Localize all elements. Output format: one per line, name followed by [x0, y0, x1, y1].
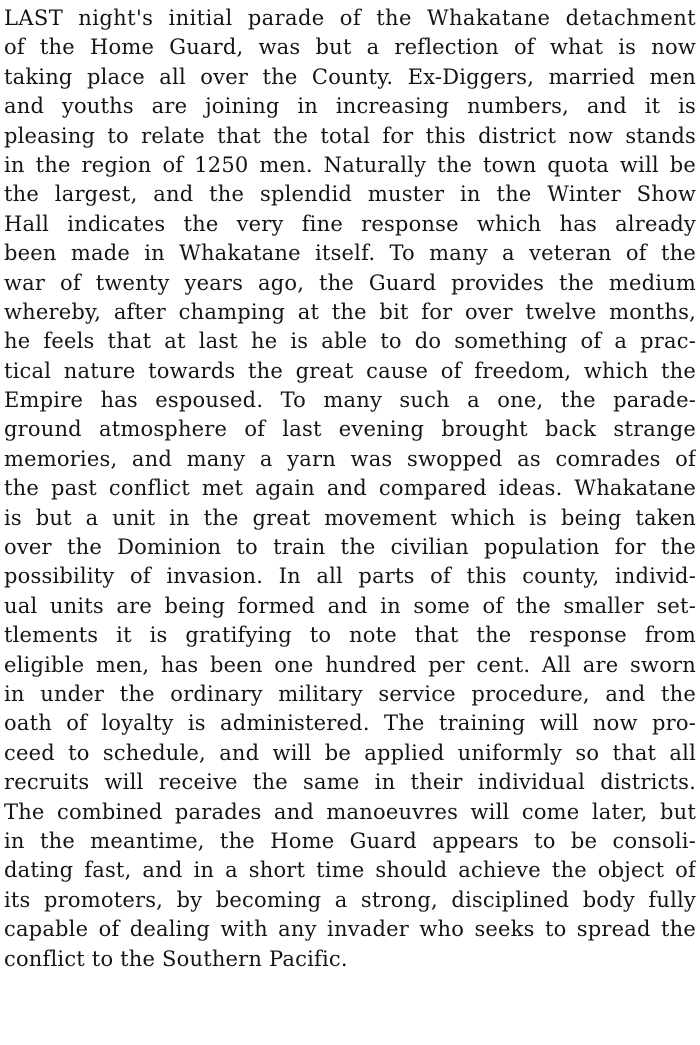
article-line: and youths are joining in increasing numbers, and it is — [4, 94, 696, 119]
article-line: its promoters, by becoming a strong, disciplined body fully — [4, 887, 696, 912]
article-line: possibility of invasion. In all parts of this county, individ- — [4, 564, 696, 589]
article-line: ceed to schedule, and will be applied uniformly so that all — [4, 740, 696, 765]
article-line: the largest, and the splendid muster in the Winter Show — [4, 182, 696, 207]
article-line: over the Dominion to train the civilian population for the — [4, 535, 696, 560]
article-line: in the region of 1250 men. Naturally the town quota will be — [4, 152, 696, 177]
article-line: he feels that at last he is able to do something of a prac- — [4, 329, 696, 354]
article-line: dating fast, and in a short time should achieve the object of — [4, 858, 696, 883]
article-line: LAST night's initial parade of the Whakatane detachment — [4, 6, 696, 30]
article-line: tlements it is gratifying to note that the response from — [4, 623, 696, 648]
article-line: oath of loyalty is administered. The training will now pro- — [4, 711, 696, 736]
article-line: taking place all over the County. Ex-Diggers, married men — [4, 64, 696, 89]
article-line: tical nature towards the great cause of freedom, which the — [4, 358, 696, 383]
article-line: in the meantime, the Home Guard appears to be consoli- — [4, 828, 696, 853]
article-line: memories, and many a yarn was swopped as comrades of — [4, 446, 696, 471]
article-line: Empire has espoused. To many such a one, the parade- — [4, 388, 696, 413]
article-line: pleasing to relate that the total for this district now stands — [4, 123, 696, 148]
article-line: been made in Whakatane itself. To many a veteran of the — [4, 241, 696, 266]
article-line: conflict to the Southern Pacific. — [4, 946, 348, 971]
article-line: war of twenty years ago, the Guard provides the medium — [4, 270, 696, 295]
article-line: The combined parades and manoeuvres will come later, but — [4, 799, 696, 824]
article-line: ground atmosphere of last evening brought back strange — [4, 417, 696, 442]
article-line: is but a unit in the great movement which is being taken — [4, 505, 696, 530]
article-line: Hall indicates the very fine response which has already — [4, 211, 696, 236]
article-line: in under the ordinary military service procedure, and the — [4, 681, 696, 706]
article-line: whereby, after champing at the bit for over twelve months, — [4, 299, 696, 324]
article-line: capable of dealing with any invader who seeks to spread the — [4, 917, 696, 942]
article-text — [4, 4, 696, 974]
article-line: the past conflict met again and compared ideas. Whakatane — [4, 476, 696, 501]
article-line: recruits will receive the same in their individual districts. — [4, 770, 696, 795]
article-line: ual units are being formed and in some of the smaller set- — [4, 593, 696, 618]
article-line: eligible men, has been one hundred per cent. All are sworn — [4, 652, 696, 677]
article-line: of the Home Guard, was but a reflection of what is now — [4, 35, 696, 60]
